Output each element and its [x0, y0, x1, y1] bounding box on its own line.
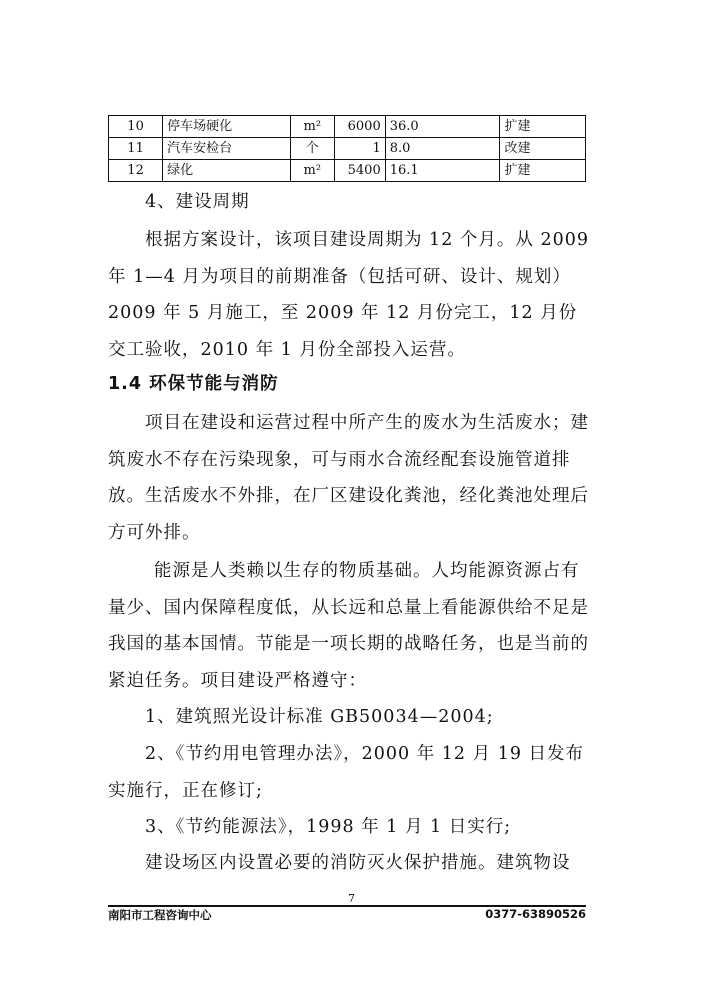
- table-row: [109, 160, 586, 182]
- regulation-item-3: 3、《节约能源法》，1998 年 1 月 1 日实行;: [145, 817, 512, 837]
- row-quantity: 1: [335, 138, 386, 160]
- row-unit: m²: [290, 116, 334, 138]
- row-investment: 8.0: [385, 138, 500, 160]
- section-heading: 1.4 环保节能与消防: [108, 374, 279, 394]
- footer-organization: 南阳市工程咨询中心: [108, 908, 212, 922]
- row-unit: 个: [290, 138, 334, 160]
- table-row: [109, 116, 586, 138]
- row-item-name: 汽车安检台: [163, 138, 290, 160]
- row-quantity: 6000: [335, 116, 386, 138]
- regulation-item-2: 2、《节约用电管理办法》，2000 年 12 月 19 日发布实施行，正在修订;: [108, 744, 585, 801]
- row-item-name: 绿化: [163, 160, 290, 182]
- row-investment: 16.1: [385, 160, 500, 182]
- row-nature: 扩建: [500, 160, 586, 182]
- row-nature: 扩建: [500, 116, 586, 138]
- row-quantity: 5400: [335, 160, 386, 182]
- table-row: [109, 138, 586, 160]
- project-table: [108, 115, 586, 182]
- row-number: 10: [109, 116, 163, 138]
- page-number: 7: [348, 892, 355, 905]
- row-number: 12: [109, 160, 163, 182]
- row-nature: 改建: [500, 138, 586, 160]
- paragraph-construction-period: 根据方案设计，该项目建设周期为 12 个月。从 2009 年 1—4 月为项目的前期准备（包括可研、设计、规划） 2009 年 5 月施工，至 2009 年 12 月份完工，12 月份交工验收，2010 年 1 月份全部投入运营。: [108, 230, 589, 360]
- row-item-name: 停车场硬化: [163, 116, 290, 138]
- paragraph-fire: 建设场区内设置必要的消防灭火保护措施。建筑物设: [145, 853, 571, 873]
- footer-phone: 0377-63890526: [485, 907, 586, 921]
- regulation-item-1: 1、建筑照光设计标准 GB50034—2004;: [145, 707, 494, 727]
- paragraph-energy: 能源是人类赖以生存的物质基础。人均能源资源占有量少、国内保障程度低，从长远和总量上看能源供给不足是我国的基本国情。节能是一项长期的战略任务，也是当前的紧迫任务。项目建设严格遵守：: [108, 561, 589, 691]
- row-investment: 36.0: [385, 116, 500, 138]
- item4-title: 4、建设周期: [145, 192, 250, 212]
- row-number: 11: [109, 138, 163, 160]
- row-unit: m²: [290, 160, 334, 182]
- paragraph-environment: 项目在建设和运营过程中所产生的废水为生活废水；建筑废水不存在污染现象，可与雨水合流经配套设施管道排放。生活废水不外排，在厂区建设化粪池，经化粪池处理后方可外排。: [108, 413, 589, 543]
